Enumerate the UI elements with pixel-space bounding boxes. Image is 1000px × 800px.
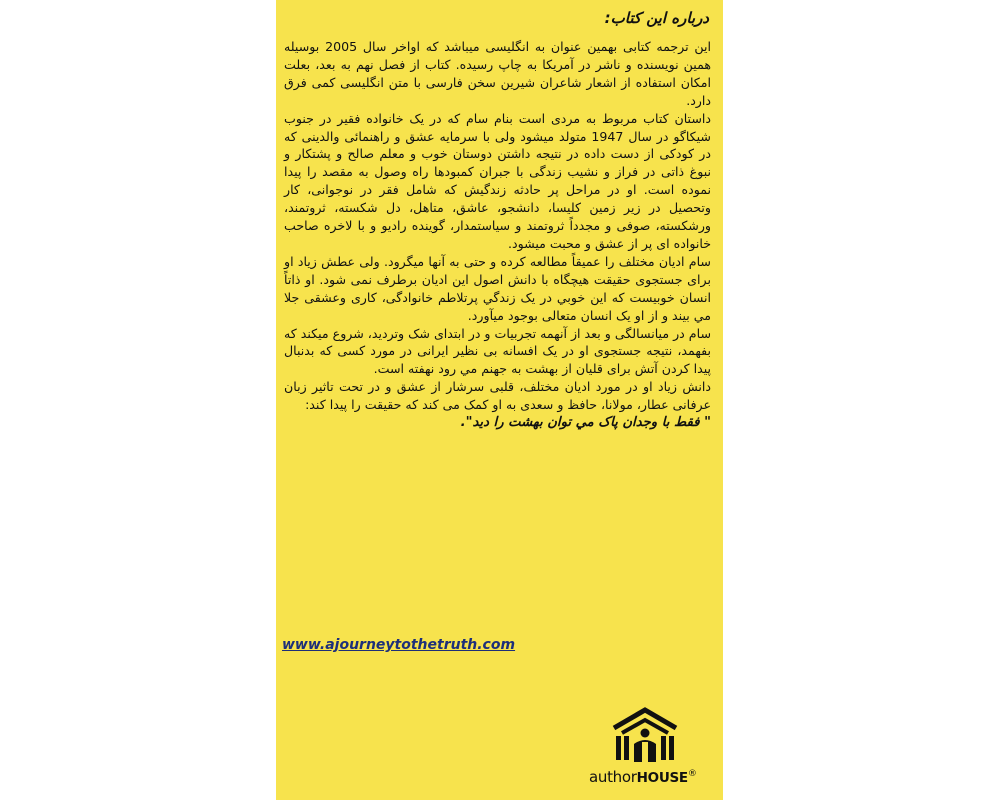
description-paragraph: سام در میانسالگی و بعد از آنهمه تجربیات و در ابتدای شک وتردید، شروع میکند که بفهمد، نتیجه جستجوی او در یک افسانه بی نظیر ایرانی در مورد کسی که بدنبال پیدا کردن آتش برای قلیان از بهشت به جهنم مي رود نهفته است. xyxy=(284,325,711,377)
registered-mark: ® xyxy=(687,769,697,779)
description-paragraph: این ترجمه کتابی بهمین عنوان به انگلیسی میباشد که اواخر سال 2005 بوسیله همین نویسنده و ناشر در آمریکا به چاپ رسیده. کتاب از فصل نهم به بعد، بعلت امکان استفاده از اشعار شاعران شیرین سخن فارسی با متن انگلیسی کمی فرق دارد. xyxy=(284,39,711,108)
website-link[interactable]: www.ajourneytothetruth.com xyxy=(282,637,516,653)
authorhouse-house-logo-icon xyxy=(610,706,680,766)
publisher-name-bold: HOUSE xyxy=(636,770,688,786)
description-paragraph: سام ادیان مختلف را عمیقاً مطالعه کرده و حتی به آنها میگرود. ولی عطش زیاد او برای جستجوی حقیقت هیچگاه با دانش اصول این ادیان برطرف نمی شود. او ذاتاً انسان خوبیست که این خوبي در یک زندگي پرتلاطم خانوادگی، کاری وعشقی جلا مي بیند و از او یک انسان متعالی بوجود میآورد. xyxy=(284,253,711,323)
description-paragraph: داستان کتاب مربوط به مردی است بنام سام که در یک خانواده فقیر در جنوب شیکاگو در سال 1947 متولد میشود ولی با سرمایه عشق و راهنمائی والدینی که در کودکی از دست داده در نتیجه داشتن دوستان خوب و معلم صالح و پشتکار و نبوغ ذاتی در فراز و نشیب زندگی با جبران کمبودها راه وصول به مقصد را پیدا نموده است. او در مراحل پر حادثه زندگیش که شامل فقر در نوجوانی، کار وتحصیل در زیر زمین کلیسا، دانشجو، عاشق، متاهل، دل شکسته، ثروتمند، ورشکسته، صوفی و مجدداً ثروتمند و سیاستمدار، گوینده رادیو و با لاخره صاحب خانواده ای پر از عشق و محبت میشود. xyxy=(284,110,711,251)
closing-quote: " فقط با وجدان پاک مي توان بهشت را دید". xyxy=(460,415,711,431)
description-paragraph: دانش زیاد او در مورد ادیان مختلف، قلبی سرشار از عشق و در تحت تاثیر زبان عرفانی عطار، مولانا، حافظ و سعدی به او کمک می کند که حقیقت را پیدا کند: xyxy=(284,379,711,413)
publisher-name-light: author xyxy=(589,768,637,786)
book-back-cover xyxy=(276,0,723,800)
about-book-heading: درباره این کتاب: xyxy=(604,9,709,27)
book-description xyxy=(284,38,711,432)
publisher-name xyxy=(589,768,697,786)
